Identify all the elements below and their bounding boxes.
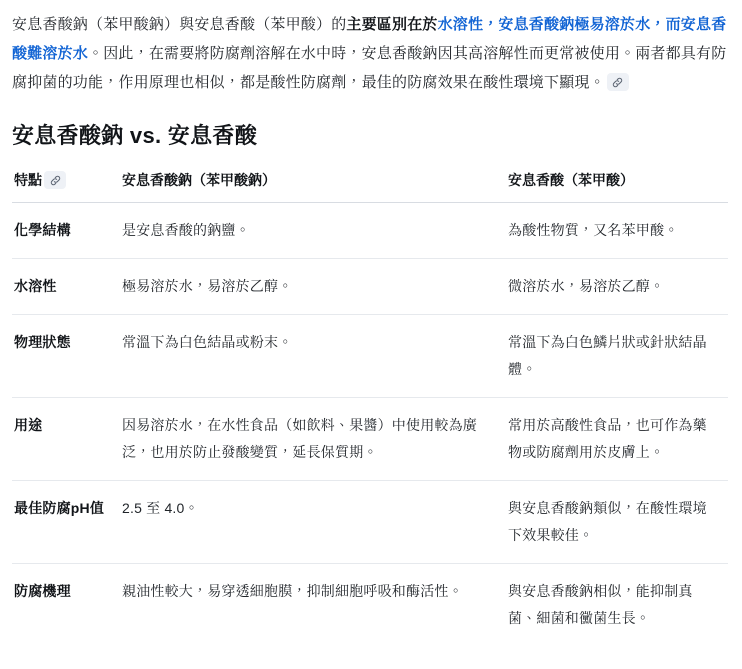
column-header-sodium-benzoate: 安息香酸鈉（苯甲酸鈉）	[112, 164, 498, 203]
table-row	[12, 481, 728, 564]
table-row	[12, 398, 728, 481]
row-value-sodium: 2.5 至 4.0。	[112, 481, 498, 564]
link-icon[interactable]	[44, 171, 66, 189]
table-header-row	[12, 164, 728, 203]
row-value-sodium: 常溫下為白色結晶或粉末。	[112, 315, 498, 398]
table-row	[12, 564, 728, 647]
table-row	[12, 259, 728, 315]
column-header-benzoic-acid: 安息香酸（苯甲酸）	[498, 164, 728, 203]
row-value-acid: 常溫下為白色鱗片狀或針狀結晶體。	[498, 315, 728, 398]
intro-text-lead: 安息香酸鈉（苯甲酸鈉）與安息香酸（苯甲酸）的	[12, 16, 347, 33]
intro-text-tail: 。因此，在需要將防腐劑溶解在水中時，安息香酸鈉因其高溶解性而更常被使用。兩者都具有防腐抑菌的功能，作用原理也相似，都是酸性防腐劑，最佳的防腐效果在酸性環境下顯現。	[12, 45, 727, 91]
row-value-sodium: 是安息香酸的鈉鹽。	[112, 203, 498, 259]
link-icon[interactable]	[607, 73, 629, 91]
row-value-acid: 與安息香酸鈉類似，在酸性環境下效果較佳。	[498, 481, 728, 564]
row-value-acid: 為酸性物質，又名苯甲酸。	[498, 203, 728, 259]
table-row	[12, 315, 728, 398]
row-key: 最佳防腐pH值	[12, 481, 112, 564]
section-heading: 安息香酸鈉 vs. 安息香酸	[12, 123, 258, 148]
row-value-acid: 與安息香酸鈉相似，能抑制真菌、細菌和黴菌生長。	[508, 583, 693, 627]
comparison-table	[12, 164, 728, 646]
row-key: 化學結構	[12, 203, 112, 259]
row-key: 水溶性	[12, 259, 112, 315]
row-key: 用途	[12, 398, 112, 481]
intro-paragraph	[12, 10, 728, 97]
column-header-feature	[12, 164, 112, 203]
row-key: 物理狀態	[12, 315, 112, 398]
table-body	[12, 203, 728, 647]
row-value-acid: 常用於高酸性食品，也可作為藥物或防腐劑用於皮膚上。	[498, 398, 728, 481]
table-head	[12, 164, 728, 203]
row-value-sodium: 極易溶於水，易溶於乙醇。	[112, 259, 498, 315]
row-key: 防腐機理	[14, 583, 71, 600]
intro-text-bold: 主要區別在於	[346, 16, 438, 33]
intro-text-highlight: 水溶性，安息香酸鈉極易溶於水，而安息香酸難溶於水	[12, 16, 727, 62]
row-value-acid: 微溶於水，易溶於乙醇。	[498, 259, 728, 315]
column-header-feature-label: 特點	[14, 172, 42, 188]
table-row	[12, 203, 728, 259]
row-value-sodium: 親油性較大，易穿透細胞膜，抑制細胞呼吸和酶活性。	[122, 583, 463, 600]
row-value-sodium: 因易溶於水，在水性食品（如飲料、果醬）中使用較為廣泛，也用於防止發酸變質，延長保質期。	[112, 398, 498, 481]
